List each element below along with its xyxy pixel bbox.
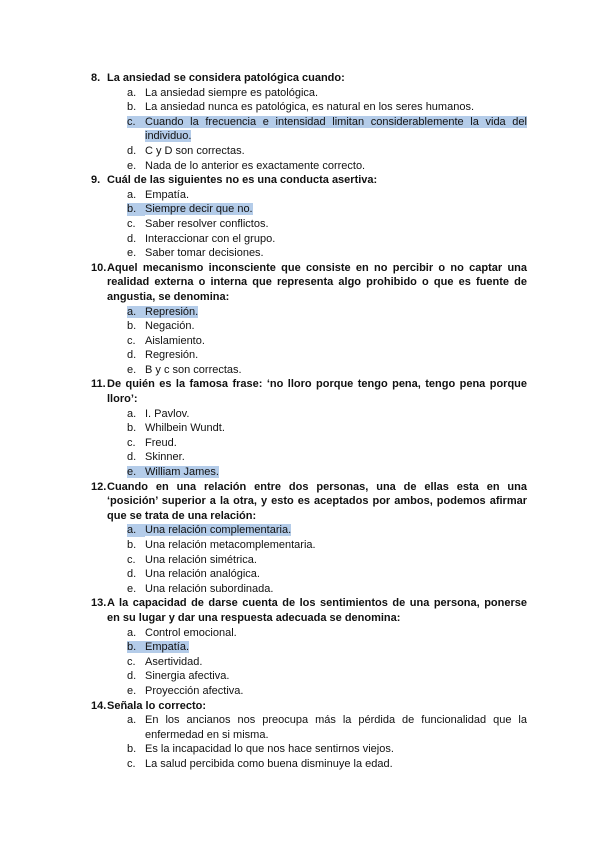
question-header	[91, 480, 527, 524]
question-line	[107, 71, 527, 86]
option-text	[145, 232, 527, 247]
question-text: realidad externa o interna que representa algo prohibido o que es fuente de	[107, 276, 527, 289]
option-text: individuo.	[145, 130, 192, 143]
question-12	[91, 480, 527, 597]
option	[127, 742, 527, 757]
option-letter-cell	[127, 640, 145, 655]
question-text	[107, 261, 527, 305]
option-text: Es la incapacidad lo que nos hace sentirnos viejos.	[145, 743, 394, 756]
option-letter: c.	[127, 217, 136, 230]
option-text	[145, 159, 527, 174]
option-text	[145, 582, 527, 597]
option-line	[145, 421, 527, 436]
option-letter: d.	[127, 670, 137, 683]
option-letter: e.	[127, 466, 145, 478]
question-text: lloro’:	[107, 393, 138, 406]
option	[127, 713, 527, 742]
option-letter-cell	[127, 742, 145, 757]
option-text	[145, 363, 527, 378]
option-text: Control emocional.	[145, 626, 237, 639]
option-text: William James.	[145, 466, 219, 479]
option-letter-cell	[127, 407, 145, 422]
question-10	[91, 261, 527, 378]
option-letter: e.	[127, 159, 137, 172]
question-number: 9.	[91, 174, 101, 187]
option-letter: b.	[127, 320, 137, 333]
option-text	[145, 655, 527, 670]
option-text	[145, 115, 527, 144]
option-text: B y c son correctas.	[145, 363, 242, 376]
question-line	[107, 596, 527, 611]
option-text: Una relación subordinada.	[145, 582, 274, 595]
option-letter-cell	[127, 523, 145, 538]
option-text	[145, 742, 527, 757]
option-highlighted	[127, 115, 527, 144]
question-text: que se trata de una relación:	[107, 509, 257, 522]
question-text: Cuál de las siguientes no es una conducta asertiva:	[107, 174, 378, 187]
option-letter: d.	[127, 144, 137, 157]
option-line	[145, 465, 527, 480]
option-letter: d.	[127, 451, 137, 464]
option-letter: a.	[127, 86, 137, 99]
option-letter-cell	[127, 246, 145, 261]
question-line	[107, 261, 527, 276]
question-line	[107, 480, 527, 495]
option	[127, 436, 527, 451]
question-header	[91, 71, 527, 86]
option-line	[145, 523, 527, 538]
option-line	[145, 713, 527, 728]
option-line	[145, 159, 527, 174]
option-text	[145, 348, 527, 363]
option-letter: b.	[127, 539, 137, 551]
option-line	[145, 305, 527, 320]
option-line	[145, 319, 527, 334]
option-line	[145, 684, 527, 699]
option-text	[145, 757, 527, 772]
option-letter-cell	[127, 626, 145, 641]
option-text: Cuando la frecuencia e intensidad limitan considerablemente la vida del	[145, 115, 527, 128]
option-letter: a.	[127, 407, 137, 420]
option-text: Saber resolver conflictos.	[145, 217, 269, 230]
question-text: Señala lo correcto:	[107, 699, 207, 712]
option-text	[145, 436, 527, 451]
option-letter-cell	[127, 363, 145, 378]
question-line	[107, 377, 527, 392]
option-highlighted	[127, 523, 527, 538]
option-letter-cell	[127, 684, 145, 699]
option-line	[145, 626, 527, 641]
question-header	[91, 173, 527, 188]
option-letter-cell	[127, 465, 145, 480]
option-letter-cell	[127, 159, 145, 174]
question-number: 11.	[91, 378, 106, 391]
option-highlighted	[127, 640, 527, 655]
option-text: Interaccionar con el grupo.	[145, 232, 276, 245]
question-text	[107, 71, 527, 86]
option	[127, 421, 527, 436]
option-letter: e.	[127, 684, 137, 697]
option-text	[145, 305, 527, 320]
question-line	[107, 173, 527, 188]
option-text: Saber tomar decisiones.	[145, 247, 264, 260]
question-text: Aquel mecanismo inconsciente que consiste en no percibir o no captar una	[107, 261, 527, 274]
option-line	[145, 407, 527, 422]
option-line	[145, 655, 527, 670]
option-letter: e.	[127, 582, 137, 595]
option	[127, 567, 527, 582]
option-letter-cell	[127, 538, 145, 553]
option-line	[145, 728, 527, 743]
option-text: I. Pavlov.	[145, 407, 190, 420]
option-line	[145, 334, 527, 349]
option-highlighted	[127, 202, 527, 217]
question-number: 13.	[91, 597, 107, 610]
option-highlighted	[127, 465, 527, 480]
question-text: A la capacidad de darse cuenta de los sentimientos de una persona, ponerse	[107, 597, 527, 610]
option-letter-cell	[127, 421, 145, 436]
option-letter: b.	[127, 203, 145, 215]
option-letter: b.	[127, 101, 137, 114]
option-letter: a.	[127, 714, 137, 727]
option-letter: d.	[127, 568, 137, 581]
option-text	[145, 684, 527, 699]
question-text	[107, 173, 527, 188]
option-text: Una relación complementaria.	[145, 524, 292, 537]
option-letter-cell	[127, 334, 145, 349]
option-letter: a.	[127, 626, 137, 639]
question-11	[91, 377, 527, 479]
option-text	[145, 100, 527, 115]
option-letter: b.	[127, 422, 137, 435]
option	[127, 188, 527, 203]
question-number: 14.	[91, 699, 107, 712]
option-line	[145, 669, 527, 684]
option-letter-cell	[127, 217, 145, 232]
option-letter: e.	[127, 247, 137, 260]
option-text: Aislamiento.	[145, 334, 205, 347]
option-letter-cell	[127, 553, 145, 568]
question-text: en su lugar y dar una respuesta adecuada se denomina:	[107, 611, 401, 624]
option-text: Empatía.	[145, 188, 190, 201]
question-text: ‘posición’ superior a la otra, y esto es aceptados por ambos, podemos afirmar	[107, 495, 527, 508]
option-text	[145, 334, 527, 349]
question-line	[107, 275, 527, 290]
question-13	[91, 596, 527, 698]
option-letter: c.	[127, 553, 136, 566]
option	[127, 159, 527, 174]
option-line	[145, 757, 527, 772]
option-letter-cell	[127, 232, 145, 247]
question-text: De quién es la famosa frase: ‘no lloro porque tengo pena, tengo pena porque	[107, 378, 527, 391]
option-text	[145, 713, 527, 742]
option-line	[145, 363, 527, 378]
question-line	[107, 611, 527, 626]
question-14	[91, 699, 527, 772]
option-letter-cell	[127, 100, 145, 115]
option-line	[145, 246, 527, 261]
option-letter-cell	[127, 582, 145, 597]
option-line	[145, 450, 527, 465]
option	[127, 86, 527, 101]
option-line	[145, 553, 527, 568]
option	[127, 684, 527, 699]
question-header	[91, 261, 527, 305]
option-text	[145, 567, 527, 582]
question-header	[91, 596, 527, 625]
option	[127, 582, 527, 597]
option	[127, 538, 527, 553]
option	[127, 100, 527, 115]
option	[127, 450, 527, 465]
option-text	[145, 407, 527, 422]
option	[127, 553, 527, 568]
option-text	[145, 538, 527, 553]
option-letter: d.	[127, 349, 137, 362]
option-text	[145, 217, 527, 232]
option	[127, 669, 527, 684]
option-line	[145, 538, 527, 553]
option-letter-cell	[127, 188, 145, 203]
option-line	[145, 567, 527, 582]
option	[127, 655, 527, 670]
question-header	[91, 699, 527, 714]
option-letter: b.	[127, 743, 137, 756]
option-text	[145, 246, 527, 261]
question-9	[91, 173, 527, 261]
option-letter-cell	[127, 669, 145, 684]
option-letter-cell	[127, 115, 145, 144]
option-line	[145, 640, 527, 655]
option-text	[145, 626, 527, 641]
option-text	[145, 202, 527, 217]
option-letter-cell	[127, 319, 145, 334]
question-text	[107, 480, 527, 524]
question-number: 10.	[91, 261, 107, 274]
question-text: Cuando en una relación entre dos personas, una de ellas esta en una	[107, 480, 527, 493]
option-text	[145, 86, 527, 101]
option-letter: c.	[127, 757, 136, 770]
option-text: Regresión.	[145, 349, 199, 362]
option-line	[145, 436, 527, 451]
option-text	[145, 319, 527, 334]
option-letter: d.	[127, 232, 137, 245]
question-8	[91, 71, 527, 173]
question-text: angustia, se denomina:	[107, 290, 230, 303]
option	[127, 407, 527, 422]
option-line	[145, 188, 527, 203]
question-text	[107, 596, 527, 625]
option	[127, 348, 527, 363]
option-text: enfermedad en si misma.	[145, 728, 269, 741]
option-text	[145, 144, 527, 159]
quiz-page	[91, 71, 527, 772]
question-line	[107, 290, 527, 305]
option-text: En los ancianos nos preocupa más la pérdida de funcionalidad que la	[145, 714, 527, 727]
option-letter-cell	[127, 202, 145, 217]
option-line	[145, 348, 527, 363]
option-text: Represión.	[145, 305, 199, 318]
option-text	[145, 188, 527, 203]
option	[127, 626, 527, 641]
option-letter-cell	[127, 655, 145, 670]
option-text	[145, 640, 527, 655]
option-text: Proyección afectiva.	[145, 684, 244, 697]
option	[127, 319, 527, 334]
option-letter-cell	[127, 144, 145, 159]
question-line	[107, 494, 527, 509]
option-text: La ansiedad nunca es patológica, es natural en los seres humanos.	[145, 101, 474, 114]
option-text	[145, 421, 527, 436]
option-text: Siempre decir que no.	[145, 203, 253, 216]
option-letter: c.	[127, 655, 136, 668]
option-text: Nada de lo anterior es exactamente correcto.	[145, 159, 366, 172]
option-letter: e.	[127, 363, 137, 376]
option	[127, 363, 527, 378]
option-letter: a.	[127, 524, 145, 536]
option-letter: c.	[127, 436, 136, 449]
option-text	[145, 450, 527, 465]
option-line	[145, 217, 527, 232]
option-line	[145, 115, 527, 130]
option-line	[145, 202, 527, 217]
option-text: Una relación metacomplementaria.	[145, 539, 316, 551]
option-line	[145, 100, 527, 115]
option-line	[145, 232, 527, 247]
option-text: Whilbein Wundt.	[145, 422, 225, 435]
option-text: Empatía.	[145, 641, 190, 654]
option-text: La ansiedad siempre es patológica.	[145, 86, 319, 99]
option-text: Asertividad.	[145, 655, 203, 668]
option-text: C y D son correctas.	[145, 144, 245, 157]
option-text: Skinner.	[145, 451, 185, 464]
question-text: La ansiedad se considera patológica cuando:	[107, 72, 345, 84]
question-text	[107, 377, 527, 406]
option-line	[145, 86, 527, 101]
option-text: Una relación simétrica.	[145, 553, 257, 566]
option-letter-cell	[127, 757, 145, 772]
option-letter: c.	[127, 334, 136, 347]
option-letter: a.	[127, 188, 137, 201]
option-line	[145, 742, 527, 757]
question-text	[107, 699, 527, 714]
option	[127, 217, 527, 232]
option-line	[145, 129, 527, 144]
option-line	[145, 582, 527, 597]
option-text: La salud percibida como buena disminuye la edad.	[145, 757, 393, 770]
question-number: 12.	[91, 480, 107, 493]
question-number: 8.	[91, 72, 101, 84]
option-letter-cell	[127, 305, 145, 320]
option-line	[145, 144, 527, 159]
option-text	[145, 465, 527, 480]
option-highlighted	[127, 305, 527, 320]
option	[127, 144, 527, 159]
option-letter-cell	[127, 348, 145, 363]
option-letter-cell	[127, 86, 145, 101]
option-text	[145, 523, 527, 538]
question-line	[107, 509, 527, 524]
option-text: Una relación analógica.	[145, 568, 260, 581]
option-text: Negación.	[145, 320, 195, 333]
option-letter: a.	[127, 306, 145, 318]
option	[127, 757, 527, 772]
option-letter: c.	[127, 116, 145, 128]
option-text: Freud.	[145, 436, 177, 449]
option-text: Sinergia afectiva.	[145, 670, 230, 683]
question-line	[107, 392, 527, 407]
option	[127, 246, 527, 261]
option-letter: b.	[127, 641, 145, 653]
option-letter-cell	[127, 450, 145, 465]
option-text	[145, 553, 527, 568]
option-letter-cell	[127, 436, 145, 451]
question-header	[91, 377, 527, 406]
option-text	[145, 669, 527, 684]
option-letter-cell	[127, 713, 145, 742]
option-letter-cell	[127, 567, 145, 582]
question-line	[107, 699, 527, 714]
option	[127, 232, 527, 247]
option	[127, 334, 527, 349]
